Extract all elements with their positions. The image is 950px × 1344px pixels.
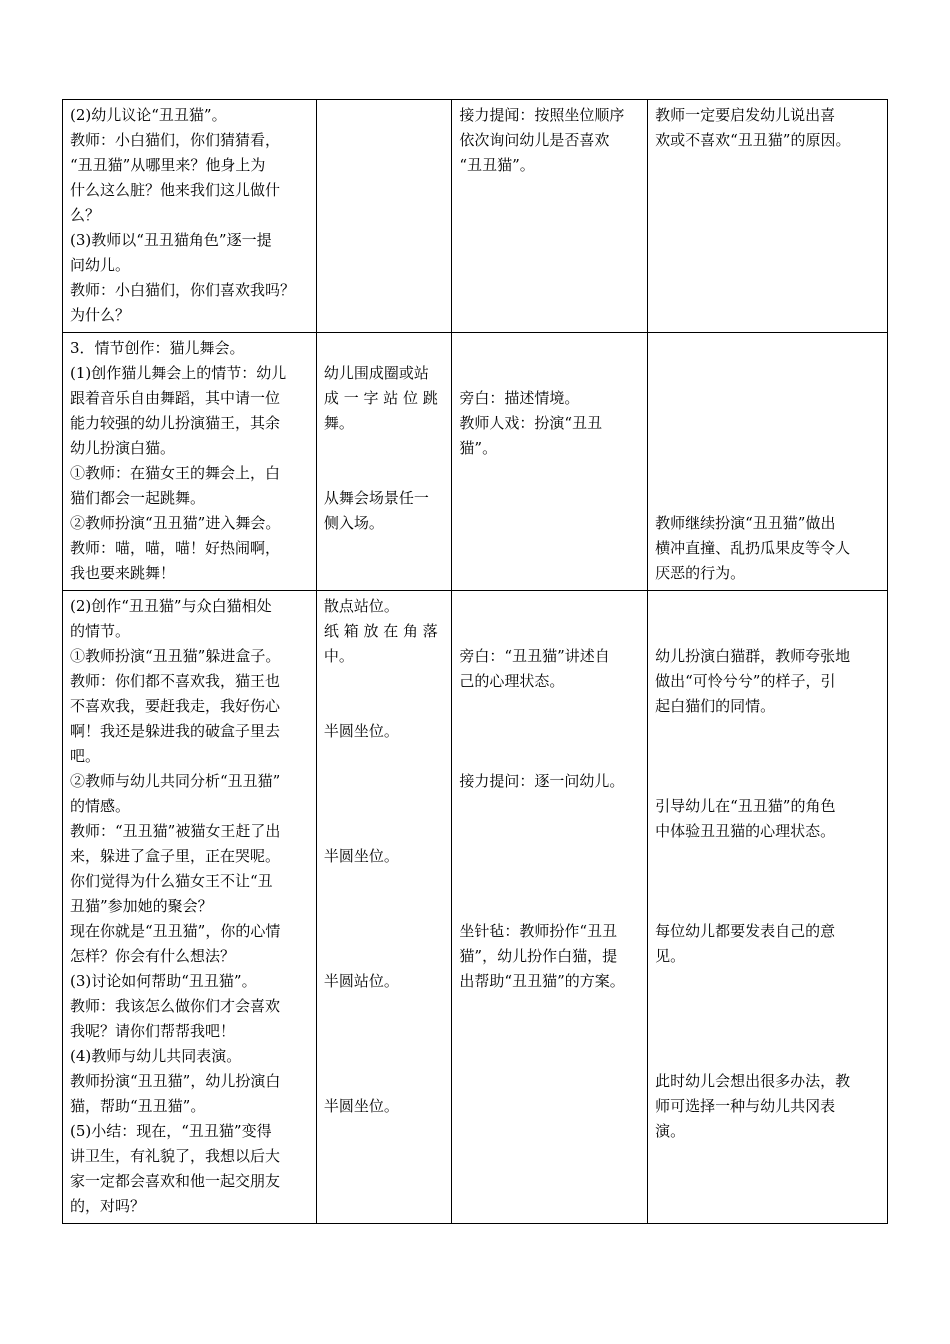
text-line: 的情节。 (70, 622, 131, 640)
text-line: 横冲直撞、乱扔瓜果皮等令人 (655, 539, 851, 557)
text-line (324, 744, 444, 769)
text-line (655, 869, 880, 894)
text-line: 依次询问幼儿是否喜欢 (459, 131, 610, 149)
text-line: 教师：你们都不喜欢我，猫王也 (70, 672, 281, 690)
text-line (324, 794, 444, 819)
text-line: 见。 (655, 947, 686, 965)
text-line: 引导幼儿在“丑丑猫”的角色 (655, 797, 836, 815)
text-line (655, 436, 880, 461)
text-line: 此时幼儿会想出很多办法，教 (655, 1072, 851, 1090)
text-line (324, 436, 444, 461)
text-line (655, 1044, 880, 1069)
text-line: 你们觉得为什么猫女王不让“丑 (70, 872, 273, 890)
text-line: 半圆坐位。 (323, 847, 399, 865)
text-line: 欢或不喜欢“丑丑猫”的原因。 (655, 131, 851, 149)
text-line: 3．情节创作：猫儿舞会。 (70, 339, 245, 357)
text-line: 的情感。 (70, 797, 131, 815)
text-line: 教师：小白猫们，你们猜猜看， (70, 131, 281, 149)
text-line: 半圆站位。 (323, 972, 399, 990)
note-cell (648, 591, 888, 1224)
text-line (459, 336, 640, 361)
text-line (655, 994, 880, 1019)
text-line: “丑丑猫”从哪里来？他身上为 (70, 156, 266, 174)
text-line: 什么这么脏？他来我们这儿做什 (70, 181, 281, 199)
text-line (459, 894, 640, 919)
text-line (655, 719, 880, 744)
text-line: 旁白：描述情境。 (459, 389, 580, 407)
text-line: 我呢？请你们帮帮我吧！ (70, 1022, 236, 1040)
text-line: 起白猫们的同情。 (655, 697, 776, 715)
text-line: 吧。 (70, 747, 101, 765)
text-line: 每位幼儿都要发表自己的意 (655, 922, 836, 940)
activity-cell (63, 333, 317, 591)
text-line: 出帮助“丑丑猫”的方案。 (459, 972, 625, 990)
text-line: (2)幼儿议论“丑丑猫”。 (70, 106, 227, 124)
text-line: 能力较强的幼儿扮演猫王，其余 (70, 414, 281, 432)
text-line (655, 411, 880, 436)
text-line: (3)教师以“丑丑猫角色”逐一提 (70, 231, 272, 249)
strategy-cell (452, 100, 648, 333)
text-line: 现在你就是“丑丑猫”，你的心情 (70, 922, 281, 940)
text-line: 师可选择一种与幼儿共冈表 (655, 1097, 836, 1115)
text-line: 教师扮演“丑丑猫”，幼儿扮演白 (70, 1072, 281, 1090)
text-line (459, 719, 640, 744)
table-row (63, 333, 888, 591)
text-line (655, 844, 880, 869)
text-line: 己的心理状态。 (459, 672, 565, 690)
text-line: 从舞会场景任一 (323, 489, 429, 507)
activity-cell (63, 591, 317, 1224)
text-line (324, 669, 444, 694)
text-line: 半圆坐位。 (323, 1097, 399, 1115)
text-line: 做出“可怜兮兮”的样子，引 (655, 672, 836, 690)
activity-cell (63, 100, 317, 333)
text-line (324, 694, 444, 719)
text-line (655, 1019, 880, 1044)
text-line (324, 919, 444, 944)
text-line (655, 361, 880, 386)
text-line: 幼儿扮演白猫。 (70, 439, 176, 457)
text-line (324, 1044, 444, 1069)
text-line: 么？ (70, 206, 101, 224)
text-line (655, 486, 880, 511)
text-line (324, 894, 444, 919)
text-line (324, 336, 444, 361)
text-line: (2)创作“丑丑猫”与众白猫相处 (70, 597, 272, 615)
text-line (324, 819, 444, 844)
text-line: 教师：小白猫们，你们喜欢我吗？ (70, 281, 296, 299)
text-line: 幼儿围成圈或站 (323, 364, 429, 382)
text-line: (1)创作猫儿舞会上的情节：幼儿 (70, 364, 287, 382)
text-line (324, 994, 444, 1019)
text-line: 丑猫”参加她的聚会？ (70, 897, 213, 915)
text-line (459, 869, 640, 894)
text-line: 家一定都会喜欢和他一起交朋友 (70, 1172, 281, 1190)
note-cell (648, 100, 888, 333)
text-line: 跟着音乐自由舞蹈，其中请一位 (70, 389, 281, 407)
text-line: 散点站位。 (323, 597, 399, 615)
text-line (324, 769, 444, 794)
text-line: 纸 箱 放 在 角 落 (323, 622, 438, 640)
text-line: 猫”，幼儿扮作白猫，提 (459, 947, 618, 965)
text-line (459, 744, 640, 769)
text-line: (3)讨论如何帮助“丑丑猫”。 (70, 972, 257, 990)
text-line: 接力提闻：按照坐位顺序 (459, 106, 625, 124)
text-line: 猫”。 (459, 439, 498, 457)
text-line: 猫们都会一起跳舞。 (70, 489, 206, 507)
text-line (459, 594, 640, 619)
text-line (459, 619, 640, 644)
text-line: 中体验丑丑猫的心理状态。 (655, 822, 836, 840)
text-line: 成 一 字 站 位 跳 (323, 389, 438, 407)
text-line: (5)小结：现在，“丑丑猫”变得 (70, 1122, 272, 1140)
text-line: 讲卫生，有礼貌了，我想以后大 (70, 1147, 281, 1165)
text-line: 中。 (323, 647, 354, 665)
table-row (63, 591, 888, 1224)
text-line (459, 794, 640, 819)
text-line: 教师继续扮演“丑丑猫”做出 (655, 514, 836, 532)
table-body (63, 100, 888, 1224)
text-line: “丑丑猫”。 (459, 156, 535, 174)
text-line: 不喜欢我，要赶我走，我好伤心 (70, 697, 281, 715)
text-line: 教师：喵，喵，喵！好热闹啊， (70, 539, 281, 557)
text-line: 接力提问：逐一问幼儿。 (459, 772, 625, 790)
text-line: ②教师扮演“丑丑猫”进入舞会。 (70, 514, 281, 532)
strategy-cell (452, 333, 648, 591)
text-line: 啊！我还是躲进我的破盒子里去 (70, 722, 281, 740)
text-line (324, 869, 444, 894)
text-line: 厌恶的行为。 (655, 564, 746, 582)
text-line: (4)教师与幼儿共同表演。 (70, 1047, 242, 1065)
text-line (655, 969, 880, 994)
text-line: ①教师：在猫女王的舞会上，白 (70, 464, 281, 482)
text-line: 旁白：“丑丑猫”讲述自 (459, 647, 610, 665)
text-line: ②教师与幼儿共同分析“丑丑猫” (70, 772, 281, 790)
text-line: 猫，帮助“丑丑猫”。 (70, 1097, 206, 1115)
text-line: 为什么？ (70, 306, 131, 324)
text-line: 侧入场。 (323, 514, 384, 532)
text-line: 舞。 (323, 414, 354, 432)
note-cell (648, 333, 888, 591)
text-line: 教师人戏：扮演“丑丑 (459, 414, 603, 432)
formation-cell (316, 100, 451, 333)
text-line (655, 594, 880, 619)
lesson-plan-table (62, 99, 888, 1224)
text-line: 教师：“丑丑猫”被猫女王赶了出 (70, 822, 281, 840)
text-line (655, 744, 880, 769)
text-line: ①教师扮演“丑丑猫”躲进盒子。 (70, 647, 281, 665)
text-line (324, 1069, 444, 1094)
text-line (655, 619, 880, 644)
text-line: 我也要来跳舞！ (70, 564, 176, 582)
formation-cell (316, 333, 451, 591)
text-line (459, 819, 640, 844)
text-line: 半圆坐位。 (323, 722, 399, 740)
text-line: 演。 (655, 1122, 686, 1140)
strategy-cell (452, 591, 648, 1224)
text-line (655, 386, 880, 411)
text-line (459, 694, 640, 719)
text-line: 问幼儿。 (70, 256, 131, 274)
text-line: 的，对吗？ (70, 1197, 146, 1215)
text-line: 来，躲进了盒子里，正在哭呢。 (70, 847, 281, 865)
formation-cell (316, 591, 451, 1224)
text-line: 教师：我该怎么做你们才会喜欢 (70, 997, 281, 1015)
text-line (324, 1019, 444, 1044)
text-line (655, 894, 880, 919)
text-line: 怎样？你会有什么想法？ (70, 947, 236, 965)
text-line (459, 361, 640, 386)
text-line: 幼儿扮演白猫群，教师夸张地 (655, 647, 851, 665)
text-line: 坐针毡：教师扮作“丑丑 (459, 922, 618, 940)
text-line (655, 461, 880, 486)
text-line (655, 336, 880, 361)
text-line (655, 769, 880, 794)
text-line: 教师一定要启发幼儿说出喜 (655, 106, 836, 124)
table-row (63, 100, 888, 333)
text-line (324, 461, 444, 486)
text-line (324, 944, 444, 969)
text-line (459, 844, 640, 869)
